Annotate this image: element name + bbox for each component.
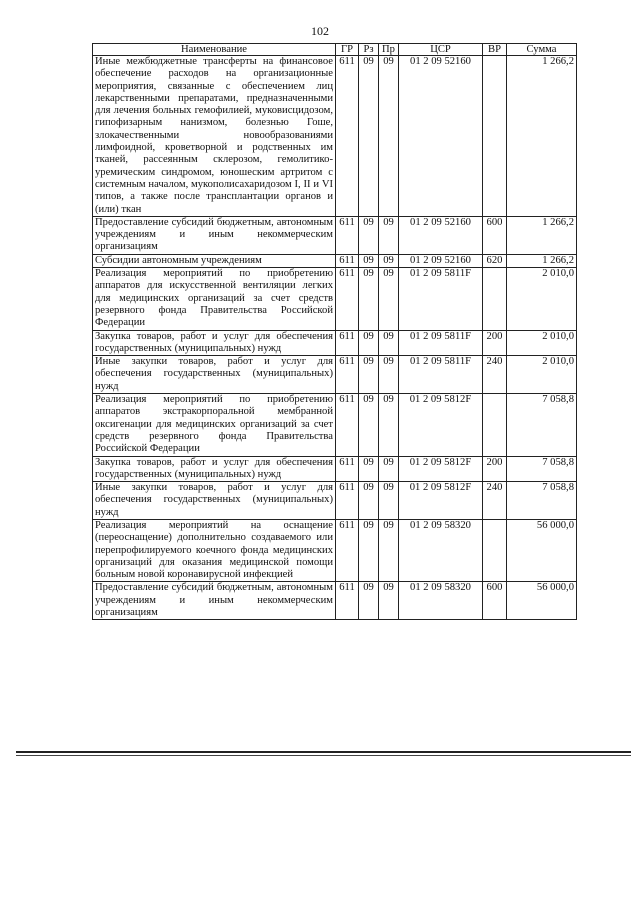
row-pr: 09 — [379, 56, 399, 217]
budget-table — [92, 43, 577, 620]
row-csr: 01 2 09 58320 — [399, 519, 483, 581]
row-rz: 09 — [359, 519, 379, 581]
row-pr: 09 — [379, 456, 399, 482]
row-vr: 200 — [483, 330, 507, 356]
row-rz: 09 — [359, 56, 379, 217]
row-rz: 09 — [359, 330, 379, 356]
row-sum: 1 266,2 — [507, 254, 577, 267]
row-vr — [483, 394, 507, 456]
row-rz: 09 — [359, 394, 379, 456]
row-pr: 09 — [379, 268, 399, 330]
row-gr: 611 — [336, 254, 359, 267]
row-pr: 09 — [379, 356, 399, 394]
row-sum: 56 000,0 — [507, 582, 577, 620]
row-sum: 2 010,0 — [507, 330, 577, 356]
row-rz: 09 — [359, 254, 379, 267]
row-gr: 611 — [336, 582, 359, 620]
table-header-row — [93, 44, 577, 56]
table-row — [93, 56, 577, 217]
row-name: Реализация мероприятий по приобретению аппаратов экстракорпоральной мембранной оксигенации для медицинских организаций за счет средств резервного фонда Правительства Российской Федерации — [93, 394, 336, 456]
header-sum: Сумма — [507, 44, 577, 56]
table-row — [93, 254, 577, 267]
row-sum: 7 058,8 — [507, 394, 577, 456]
row-vr: 240 — [483, 482, 507, 520]
header-gr: ГР — [336, 44, 359, 56]
row-gr: 611 — [336, 482, 359, 520]
row-vr: 600 — [483, 216, 507, 254]
row-name: Закупка товаров, работ и услуг для обеспечения государственных (муниципальных) нужд — [93, 330, 336, 356]
row-name: Иные закупки товаров, работ и услуг для обеспечения государственных (муниципальных) нужд — [93, 482, 336, 520]
row-name: Реализация мероприятий по приобретению аппаратов для искусственной вентиляции легких для медицинских организаций за счет средств резервного фонда Правительства Российской Федерации — [93, 268, 336, 330]
row-gr: 611 — [336, 268, 359, 330]
row-rz: 09 — [359, 356, 379, 394]
row-gr: 611 — [336, 356, 359, 394]
row-name: Закупка товаров, работ и услуг для обеспечения государственных (муниципальных) нужд — [93, 456, 336, 482]
row-vr: 240 — [483, 356, 507, 394]
row-rz: 09 — [359, 216, 379, 254]
row-csr: 01 2 09 5811F — [399, 268, 483, 330]
row-rz: 09 — [359, 582, 379, 620]
row-vr — [483, 56, 507, 217]
header-pr: Пр — [379, 44, 399, 56]
row-gr: 611 — [336, 456, 359, 482]
row-pr: 09 — [379, 519, 399, 581]
row-vr — [483, 268, 507, 330]
table-row — [93, 582, 577, 620]
table-row — [93, 268, 577, 330]
row-rz: 09 — [359, 482, 379, 520]
row-name: Иные закупки товаров, работ и услуг для обеспечения государственных (муниципальных) нужд — [93, 356, 336, 394]
row-rz: 09 — [359, 456, 379, 482]
row-sum: 2 010,0 — [507, 356, 577, 394]
table-row — [93, 394, 577, 456]
row-vr — [483, 519, 507, 581]
row-gr: 611 — [336, 56, 359, 217]
row-gr: 611 — [336, 394, 359, 456]
row-pr: 09 — [379, 582, 399, 620]
row-vr: 600 — [483, 582, 507, 620]
footer-rule-thin — [16, 755, 631, 756]
row-sum: 7 058,8 — [507, 482, 577, 520]
footer-rule-thick — [16, 751, 631, 753]
row-csr: 01 2 09 5812F — [399, 482, 483, 520]
row-sum: 7 058,8 — [507, 456, 577, 482]
row-csr: 01 2 09 5811F — [399, 330, 483, 356]
row-sum: 1 266,2 — [507, 216, 577, 254]
row-csr: 01 2 09 52160 — [399, 254, 483, 267]
row-sum: 1 266,2 — [507, 56, 577, 217]
row-csr: 01 2 09 58320 — [399, 582, 483, 620]
row-sum: 56 000,0 — [507, 519, 577, 581]
row-csr: 01 2 09 5812F — [399, 394, 483, 456]
table-row — [93, 482, 577, 520]
row-name: Реализация мероприятий на оснащение (переоснащение) дополнительно создаваемого или перепрофилируемого коечного фонда медицинских организаций для оказания медицинской помощи больным новой коронавирусной инфекцией — [93, 519, 336, 581]
header-vr: ВР — [483, 44, 507, 56]
row-rz: 09 — [359, 268, 379, 330]
table-row — [93, 456, 577, 482]
page-number: 102 — [311, 24, 329, 38]
row-pr: 09 — [379, 394, 399, 456]
row-csr: 01 2 09 5812F — [399, 456, 483, 482]
row-name: Субсидии автономным учреждениям — [93, 254, 336, 267]
header-name: Наименование — [93, 44, 336, 56]
table-row — [93, 356, 577, 394]
row-pr: 09 — [379, 216, 399, 254]
row-name: Предоставление субсидий бюджетным, автономным учреждениям и иным некоммерческим организациям — [93, 216, 336, 254]
row-pr: 09 — [379, 254, 399, 267]
row-pr: 09 — [379, 330, 399, 356]
row-csr: 01 2 09 5811F — [399, 356, 483, 394]
row-gr: 611 — [336, 216, 359, 254]
row-vr: 200 — [483, 456, 507, 482]
row-vr: 620 — [483, 254, 507, 267]
table-row — [93, 216, 577, 254]
row-pr: 09 — [379, 482, 399, 520]
row-csr: 01 2 09 52160 — [399, 56, 483, 217]
row-gr: 611 — [336, 330, 359, 356]
row-sum: 2 010,0 — [507, 268, 577, 330]
row-name: Иные межбюджетные трансферты на финансовое обеспечение расходов на организационные мероприятия, связанные с обеспечением лиц лекарственными препаратами, предназначенными для лечения больных гемофилией, муковисцидозом, гипофизарным нанизмом, болезнью Гоше, злокачественными новообразованиями лимфоидной, кроветворной и родственных им тканей, рассеянным склерозом, гемолитико-уремическим синдромом, юношеским артритом с системным началом, мукополисахаридозом I, II и VI типов, а также после трансплантации органов и (или) ткан — [93, 56, 336, 217]
row-csr: 01 2 09 52160 — [399, 216, 483, 254]
header-rz: Рз — [359, 44, 379, 56]
header-csr: ЦСР — [399, 44, 483, 56]
table-row — [93, 330, 577, 356]
row-gr: 611 — [336, 519, 359, 581]
table-row — [93, 519, 577, 581]
row-name: Предоставление субсидий бюджетным, автономным учреждениям и иным некоммерческим организациям — [93, 582, 336, 620]
